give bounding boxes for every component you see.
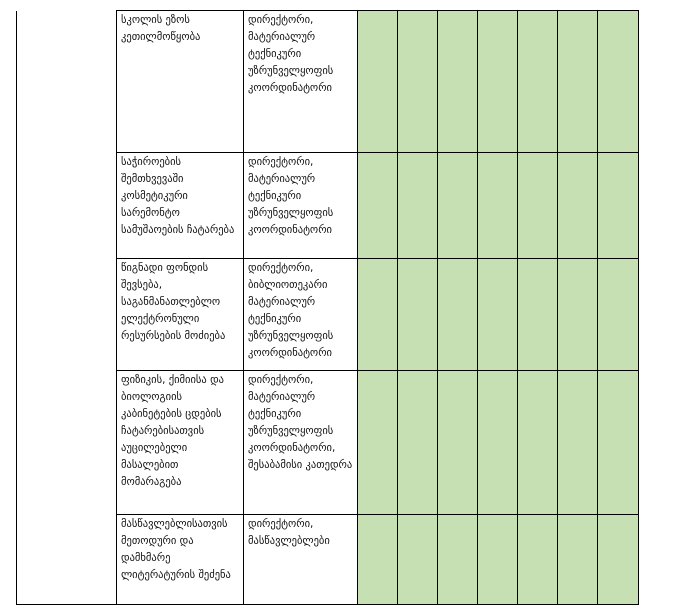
timeline-cell	[398, 371, 438, 515]
timeline-cell	[398, 153, 438, 259]
timeline-cell	[518, 515, 558, 605]
responsible-cell	[244, 259, 358, 371]
table-row	[17, 11, 639, 153]
timeline-cell	[398, 515, 438, 605]
timeline-cell	[358, 153, 398, 259]
timeline-cell	[478, 11, 518, 153]
timeline-cell	[598, 11, 639, 153]
activity-cell	[117, 515, 244, 605]
timeline-cell	[558, 259, 598, 371]
left-blank-cell	[17, 11, 117, 605]
timeline-cell	[358, 11, 398, 153]
timeline-cell	[358, 259, 398, 371]
timeline-cell	[558, 153, 598, 259]
timeline-cell	[598, 371, 639, 515]
responsible-cell	[244, 153, 358, 259]
timeline-cell	[518, 371, 558, 515]
activity-text: მასწავლებლისათვის მეთოდური და დამხმარე ლიტერატურის შეძენა	[121, 518, 231, 581]
timeline-cell	[478, 259, 518, 371]
activity-cell	[117, 11, 244, 153]
timeline-cell	[598, 259, 639, 371]
activity-cell	[117, 259, 244, 371]
responsible-text: დირექტორი, მასწავლებლები	[248, 518, 330, 547]
timeline-cell	[398, 259, 438, 371]
responsible-cell	[244, 11, 358, 153]
activity-text: წიგნადი ფონდის შევსება, საგანმანათლებლო ელექტრონული რესურსების მოძიება	[121, 262, 226, 342]
timeline-cell	[598, 515, 639, 605]
timeline-cell	[598, 153, 639, 259]
timeline-cell	[398, 11, 438, 153]
timeline-cell	[558, 371, 598, 515]
timeline-cell	[478, 371, 518, 515]
timeline-cell	[358, 371, 398, 515]
timeline-cell	[438, 11, 478, 153]
timeline-cell	[518, 259, 558, 371]
activity-cell	[117, 371, 244, 515]
timeline-cell	[478, 515, 518, 605]
activity-text: საჭიროების შემთხვევაში კოსმეტიკური სარემონტო სამუშაოების ჩატარება	[121, 156, 235, 236]
action-plan-table	[16, 10, 639, 605]
timeline-cell	[558, 515, 598, 605]
activity-text: ფიზიკის, ქიმიისა და ბიოლოგიის კაბინეტების ცდების ჩატარებისათვის აუცილებელი მასალებით მომარაგება	[121, 374, 224, 488]
responsible-text: დირექტორი, მატერიალურ ტექნიკური უზრუნველყოფის კოორდინატორი	[248, 14, 334, 94]
activity-cell	[117, 153, 244, 259]
responsible-text: დირექტორი, მატერიალურ ტექნიკური უზრუნველყოფის კოორდინატორი	[248, 156, 334, 236]
timeline-cell	[478, 153, 518, 259]
responsible-cell	[244, 371, 358, 515]
timeline-cell	[518, 11, 558, 153]
responsible-cell	[244, 515, 358, 605]
responsible-text: დირექტორი, ბიბლიოთეკარი მატერიალურ ტექნიკური უზრუნველყოფის კოორდინატორი	[248, 262, 334, 359]
timeline-cell	[438, 371, 478, 515]
timeline-cell	[438, 515, 478, 605]
responsible-text: დირექტორი, მატერიალურ ტექნიკური უზრუნველყოფის კოორდინატორი, შესაბამისი კათედრა	[248, 374, 353, 471]
timeline-cell	[518, 153, 558, 259]
timeline-cell	[438, 153, 478, 259]
activity-text: სკოლის ეზოს კეთილმოწყობა	[121, 14, 201, 43]
timeline-cell	[358, 515, 398, 605]
timeline-cell	[558, 11, 598, 153]
timeline-cell	[438, 259, 478, 371]
